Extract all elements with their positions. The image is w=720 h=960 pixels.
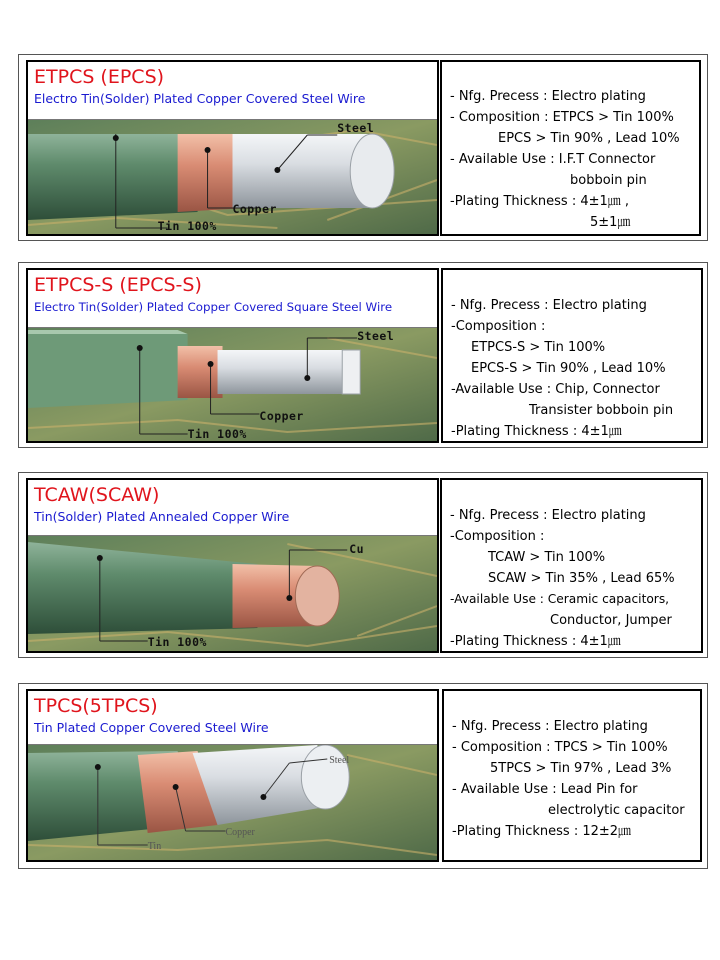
spec-use-2: Transister bobboin pin [529, 403, 674, 418]
product-subtitle: Electro Tin(Solder) Plated Copper Covered Steel Wire [34, 91, 366, 106]
product-subtitle: Tin Plated Copper Covered Steel Wire [34, 720, 269, 735]
wire-cross-section-photo [28, 119, 437, 234]
wire-cross-section-photo [28, 744, 437, 860]
spec-process: - Nfg. Precess : Electro plating [450, 508, 646, 523]
spec-box [442, 689, 702, 862]
spec-composition-3: EPCS-S > Tin 90% , Lead 10% [471, 361, 666, 376]
product-header [26, 478, 439, 653]
label-tin: Tin 100% [147, 634, 207, 650]
label-tin: Tin [147, 840, 162, 853]
spec-composition-2: 5TPCS > Tin 97% , Lead 3% [490, 761, 672, 776]
spec-composition: -Composition : [451, 319, 546, 334]
spec-box [441, 268, 703, 443]
product-title: TPCS(5TPCS) [34, 695, 158, 717]
spec-thickness: -Plating Thickness : 4±1㎛ , [450, 194, 630, 209]
label-cu: Cu [349, 541, 365, 557]
product-header [26, 60, 439, 236]
spec-thickness: -Plating Thickness : 4±1㎛ [451, 424, 622, 439]
spec-use: -Available Use : Chip, Connector [451, 382, 660, 397]
spec-thickness: -Plating Thickness : 12±2㎛ [452, 824, 632, 839]
product-header [26, 268, 439, 443]
label-steel: Steel [337, 120, 375, 136]
spec-composition-3: SCAW > Tin 35% , Lead 65% [488, 571, 675, 586]
product-title: ETPCS (EPCS) [34, 66, 165, 88]
label-steel: Steel [329, 754, 350, 767]
spec-use: -Available Use : Ceramic capacitors, [450, 592, 670, 606]
spec-composition-2: ETPCS-S > Tin 100% [471, 340, 606, 355]
label-copper: Copper [259, 408, 304, 424]
spec-composition-2: TCAW > Tin 100% [488, 550, 606, 565]
product-subtitle: Tin(Solder) Plated Annealed Copper Wire [34, 509, 290, 524]
wire-cross-section-photo [28, 327, 437, 441]
product-title: ETPCS-S (EPCS-S) [34, 274, 202, 296]
spec-use-2: electrolytic capacitor [548, 803, 685, 818]
product-header [26, 689, 439, 862]
spec-composition-2: EPCS > Tin 90% , Lead 10% [498, 131, 680, 146]
spec-box [440, 60, 701, 236]
spec-process: - Nfg. Precess : Electro plating [450, 89, 646, 104]
spec-process: - Nfg. Precess : Electro plating [452, 719, 648, 734]
product-panel-etpcs-s [18, 262, 708, 448]
label-copper: Copper [232, 201, 277, 217]
spec-composition: - Composition : TPCS > Tin 100% [452, 740, 668, 755]
spec-box [440, 478, 703, 653]
spec-composition: -Composition : [450, 529, 545, 544]
product-panel-tpcs [18, 683, 708, 869]
product-title: TCAW(SCAW) [34, 484, 160, 506]
spec-use: - Available Use : I.F.T Connector [450, 152, 656, 167]
spec-use-2: bobboin pin [570, 173, 647, 188]
label-copper: Copper [225, 826, 255, 839]
spec-thickness-2: 5±1㎛ [590, 215, 631, 230]
label-tin: Tin 100% [157, 218, 217, 234]
wire-cross-section-photo [28, 535, 437, 651]
label-steel: Steel [357, 328, 395, 344]
product-panel-tcaw [18, 472, 708, 658]
spec-use: - Available Use : Lead Pin for [452, 782, 638, 797]
spec-composition: - Composition : ETPCS > Tin 100% [450, 110, 674, 125]
spec-process: - Nfg. Precess : Electro plating [451, 298, 647, 313]
product-panel-etpcs [18, 54, 708, 241]
spec-use-2: Conductor, Jumper [550, 613, 672, 628]
label-tin: Tin 100% [187, 426, 247, 441]
product-subtitle: Electro Tin(Solder) Plated Copper Covered Square Steel Wire [34, 300, 393, 314]
spec-thickness: -Plating Thickness : 4±1㎛ [450, 634, 621, 649]
